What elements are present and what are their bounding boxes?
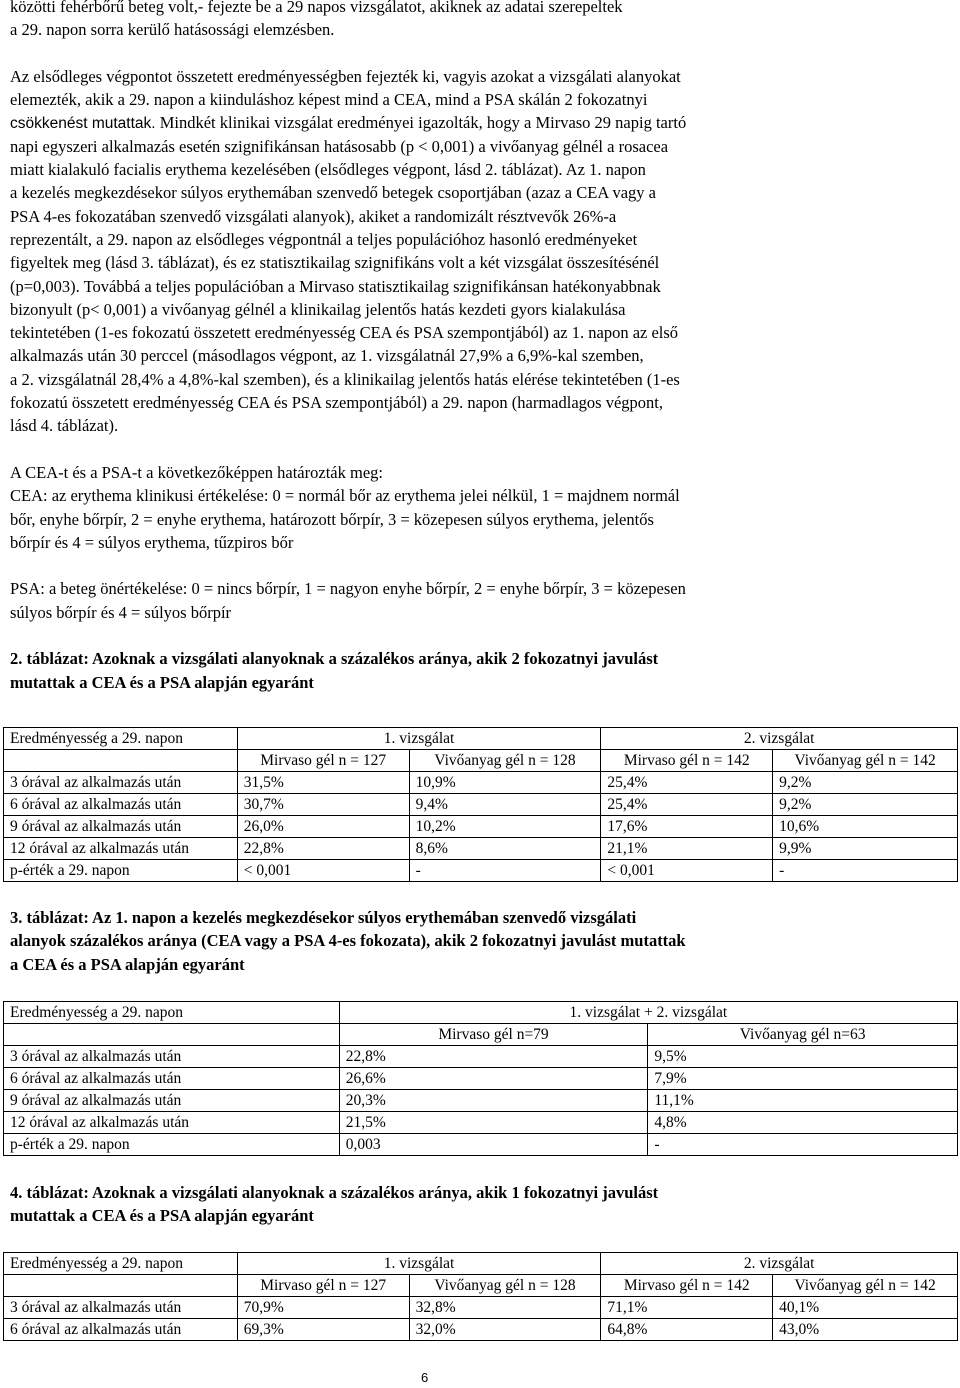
row-label: p-érték a 29. napon — [4, 860, 238, 882]
text-line: A CEA-t és a PSA-t a következőképpen határozták meg: — [10, 462, 383, 482]
table-row — [4, 860, 958, 882]
header-cell: 2. vizsgálat — [601, 728, 958, 750]
table-cell: 25,4% — [601, 794, 773, 816]
header-cell: 1. vizsgálat + 2. vizsgálat — [339, 1002, 957, 1024]
table-row — [4, 1112, 958, 1134]
row-label: 6 órával az alkalmazás után — [4, 1068, 340, 1090]
table-cell: 8,6% — [409, 838, 601, 860]
table-cell: 32,0% — [409, 1319, 601, 1341]
table-cell: 26,6% — [339, 1068, 648, 1090]
table-cell: 9,2% — [773, 794, 958, 816]
text-line: PSA: a beteg önértékelése: 0 = nincs bőrpír, 1 = nagyon enyhe bőrpír, 2 = enyhe bőrpír, 3 = közepesen — [10, 579, 686, 599]
table-cell: 71,1% — [601, 1297, 773, 1319]
header-cell: Mirvaso gél n = 142 — [601, 750, 773, 772]
table-subheader-row — [4, 1275, 958, 1297]
text-line: tekintetében (1-es fokozatú összetett eredményesség CEA és PSA szempontjából) az 1. napon az első — [10, 323, 679, 343]
table-row — [4, 1134, 958, 1156]
table-cell: 69,3% — [237, 1319, 409, 1341]
text-line: bizonyult (p< 0,001) a vivőanyag gélnél a klinikailag jelentős hatás kezdeti gyors kialakulása — [10, 299, 626, 319]
header-cell: Vivőanyag gél n = 128 — [409, 1275, 601, 1297]
table-cell: 9,4% — [409, 794, 601, 816]
row-label: 3 órával az alkalmazás után — [4, 1297, 238, 1319]
text-line: (p=0,003). Továbbá a teljes populációban a Mirvaso statisztikailag szignifikánsan hatékonyabbnak — [10, 276, 661, 296]
table-cell: 40,1% — [773, 1297, 958, 1319]
table-cell: 25,4% — [601, 772, 773, 794]
table4-caption-line: 4. táblázat: Azoknak a vizsgálati alanyoknak a százalékos aránya, akik 1 fokozatnyi javulást — [10, 1183, 659, 1202]
table-row — [4, 794, 958, 816]
header-cell — [4, 750, 238, 772]
text-line: figyeltek meg (lásd 3. táblázat), és ez statisztikailag szignifikáns volt a két vizsgálat összesítésénél — [10, 253, 660, 273]
table-cell: 32,8% — [409, 1297, 601, 1319]
table-row — [4, 1068, 958, 1090]
text-line: alkalmazás után 30 perccel (másodlagos végpont, az 1. vizsgálatnál 27,9% a 6,9%-kal szemben, — [10, 346, 644, 366]
table-subheader-row — [4, 1024, 958, 1046]
text-line: közötti fehérbőrű beteg volt,- fejezte be a 29 napos vizsgálatot, akiknek az adatai szerepeltek — [10, 0, 623, 16]
blank-line — [10, 624, 955, 647]
table-row — [4, 1046, 958, 1068]
row-label: 12 órával az alkalmazás után — [4, 838, 238, 860]
table-cell: 26,0% — [237, 816, 409, 838]
row-label: 9 órával az alkalmazás után — [4, 1090, 340, 1112]
table-cell: 10,2% — [409, 816, 601, 838]
header-cell: 1. vizsgálat — [237, 728, 601, 750]
table-cell: < 0,001 — [237, 860, 409, 882]
page-number: 6 — [421, 1370, 429, 1385]
text-line: PSA 4-es fokozatában szenvedő vizsgálati alanyok), akiket a randomizált résztvevők 26%-a — [10, 206, 617, 226]
table-2 — [3, 727, 958, 882]
row-label: 12 órával az alkalmazás után — [4, 1112, 340, 1134]
text-line: bőr, enyhe bőrpír, 2 = enyhe erythema, határozott bőrpír, 3 = közepesen súlyos erythema, jelentős — [10, 509, 654, 529]
table-cell: 70,9% — [237, 1297, 409, 1319]
table-4 — [3, 1252, 958, 1341]
table-header-row — [4, 728, 958, 750]
row-label: 6 órával az alkalmazás után — [4, 794, 238, 816]
header-cell: Vivőanyag gél n = 142 — [773, 750, 958, 772]
table-cell: - — [773, 860, 958, 882]
table-cell: 10,6% — [773, 816, 958, 838]
text-line: fokozatú összetett eredményesség CEA és PSA szempontjából) a 29. napon (harmadlagos végpont, — [10, 393, 663, 413]
table3-caption — [10, 906, 955, 976]
text-line: miatt kialakuló facialis erythema kezelésében (elsődleges végpont, lásd 2. táblázat). Az 1. napon — [10, 160, 646, 180]
table2-caption-line: 2. táblázat: Azoknak a vizsgálati alanyoknak a százalékos aránya, akik 2 fokozatnyi javulást — [10, 649, 659, 669]
table3-caption-line: alanyok százalékos aránya (CEA vagy a PSA 4-es fokozata), akik 2 fokozatnyi javulást mutattak — [10, 931, 686, 951]
text-line: reprezentált, a 29. napon az elsődleges végpontnál a teljes populációhoz hasonló eredményeket — [10, 229, 638, 249]
row-label: 6 órával az alkalmazás után — [4, 1319, 238, 1341]
table-subheader-row — [4, 750, 958, 772]
table-cell: 4,8% — [648, 1112, 958, 1134]
table-header-row — [4, 1002, 958, 1024]
table-cell: 9,5% — [648, 1046, 958, 1068]
table-cell: 31,5% — [237, 772, 409, 794]
text-line: Az elsődleges végpontot összetett eredményességben fejezték ki, vagyis azokat a vizsgálati alanyokat — [10, 66, 681, 86]
table-cell: 17,6% — [601, 816, 773, 838]
table-cell: 7,9% — [648, 1068, 958, 1090]
table-row — [4, 1297, 958, 1319]
table-cell: - — [409, 860, 601, 882]
text-line: a kezelés megkezdésekor súlyos erythemában szenvedő betegek csoportjában (azaz a CEA vagy a — [10, 183, 656, 203]
table-row — [4, 838, 958, 860]
table-row — [4, 772, 958, 794]
header-cell: Eredményesség a 29. napon — [4, 728, 238, 750]
text-line: a 29. napon sorra kerülő hatásossági elemzésben. — [10, 20, 335, 40]
table4-caption-line: mutattak a CEA és a PSA alapján egyaránt — [10, 1206, 314, 1226]
row-label: 3 órával az alkalmazás után — [4, 772, 238, 794]
header-cell: Mirvaso gél n = 127 — [237, 1275, 409, 1297]
table-cell: 30,7% — [237, 794, 409, 816]
table-header-row — [4, 1253, 958, 1275]
table-cell: 21,5% — [339, 1112, 648, 1134]
table-row — [4, 816, 958, 838]
row-label: 3 órával az alkalmazás után — [4, 1046, 340, 1068]
header-cell: Eredményesség a 29. napon — [4, 1002, 340, 1024]
blank-line — [10, 554, 955, 577]
text-line: lásd 4. táblázat). — [10, 416, 119, 436]
row-label: p-érték a 29. napon — [4, 1134, 340, 1156]
header-cell: Vivőanyag gél n = 128 — [409, 750, 601, 772]
blank-line — [10, 42, 955, 65]
text-line: súlyos bőrpír és 4 = súlyos bőrpír — [10, 602, 232, 622]
header-cell: Vivőanyag gél n = 142 — [773, 1275, 958, 1297]
table-cell: - — [648, 1134, 958, 1156]
header-cell: 2. vizsgálat — [601, 1253, 958, 1275]
header-cell — [4, 1275, 238, 1297]
table3-caption-line: a CEA és a PSA alapján egyaránt — [10, 954, 245, 974]
text-line: csökkenést mutattak. Mindkét klinikai vizsgálat eredményei igazolták, hogy a Mirvaso 29 napig tartó — [10, 113, 687, 133]
body-text — [10, 0, 955, 694]
table-cell: 9,9% — [773, 838, 958, 860]
table3-caption-line: 3. táblázat: Az 1. napon a kezelés megkezdésekor súlyos erythemában szenvedő vizsgálati — [10, 908, 637, 927]
table-cell: 10,9% — [409, 772, 601, 794]
table-cell: 22,8% — [339, 1046, 648, 1068]
table-cell: 20,3% — [339, 1090, 648, 1112]
header-cell: Mirvaso gél n = 142 — [601, 1275, 773, 1297]
table-cell: 21,1% — [601, 838, 773, 860]
text-line: CEA: az erythema klinikusi értékelése: 0 = normál bőr az erythema jelei nélkül, 1 = majdnem normál — [10, 486, 680, 506]
table-cell: 0,003 — [339, 1134, 648, 1156]
text-line: bőrpír és 4 = súlyos erythema, tűzpiros bőr — [10, 532, 294, 552]
header-cell: Mirvaso gél n = 127 — [237, 750, 409, 772]
header-cell: Mirvaso gél n=79 — [339, 1024, 648, 1046]
text-line: napi egyszeri alkalmazás esetén szignifikánsan hatásosabb (p < 0,001) a vivőanyag gélnél a rosacea — [10, 136, 669, 156]
header-cell: Eredményesség a 29. napon — [4, 1253, 238, 1275]
table-row — [4, 1319, 958, 1341]
blank-line — [10, 438, 955, 461]
header-cell: 1. vizsgálat — [237, 1253, 601, 1275]
table-cell: 22,8% — [237, 838, 409, 860]
table2-caption-line: mutattak a CEA és a PSA alapján egyaránt — [10, 672, 314, 692]
table-cell: 64,8% — [601, 1319, 773, 1341]
table-cell: 9,2% — [773, 772, 958, 794]
text-line arial-line: elemezték, akik a 29. napon a kiinduláshoz képest mind a CEA, mind a PSA skálán 2 fokozatnyi — [10, 90, 648, 110]
header-cell: Vivőanyag gél n=63 — [648, 1024, 958, 1046]
table-cell: 43,0% — [773, 1319, 958, 1341]
row-label: 9 órával az alkalmazás után — [4, 816, 238, 838]
table-cell: 11,1% — [648, 1090, 958, 1112]
text-line: a 2. vizsgálatnál 28,4% a 4,8%-kal szemben), és a klinikailag jelentős hatás elérése tekintetében (1-es — [10, 369, 680, 389]
table4-caption — [10, 1181, 955, 1228]
table-cell: < 0,001 — [601, 860, 773, 882]
header-cell — [4, 1024, 340, 1046]
table-3 — [3, 1001, 958, 1156]
table-row — [4, 1090, 958, 1112]
